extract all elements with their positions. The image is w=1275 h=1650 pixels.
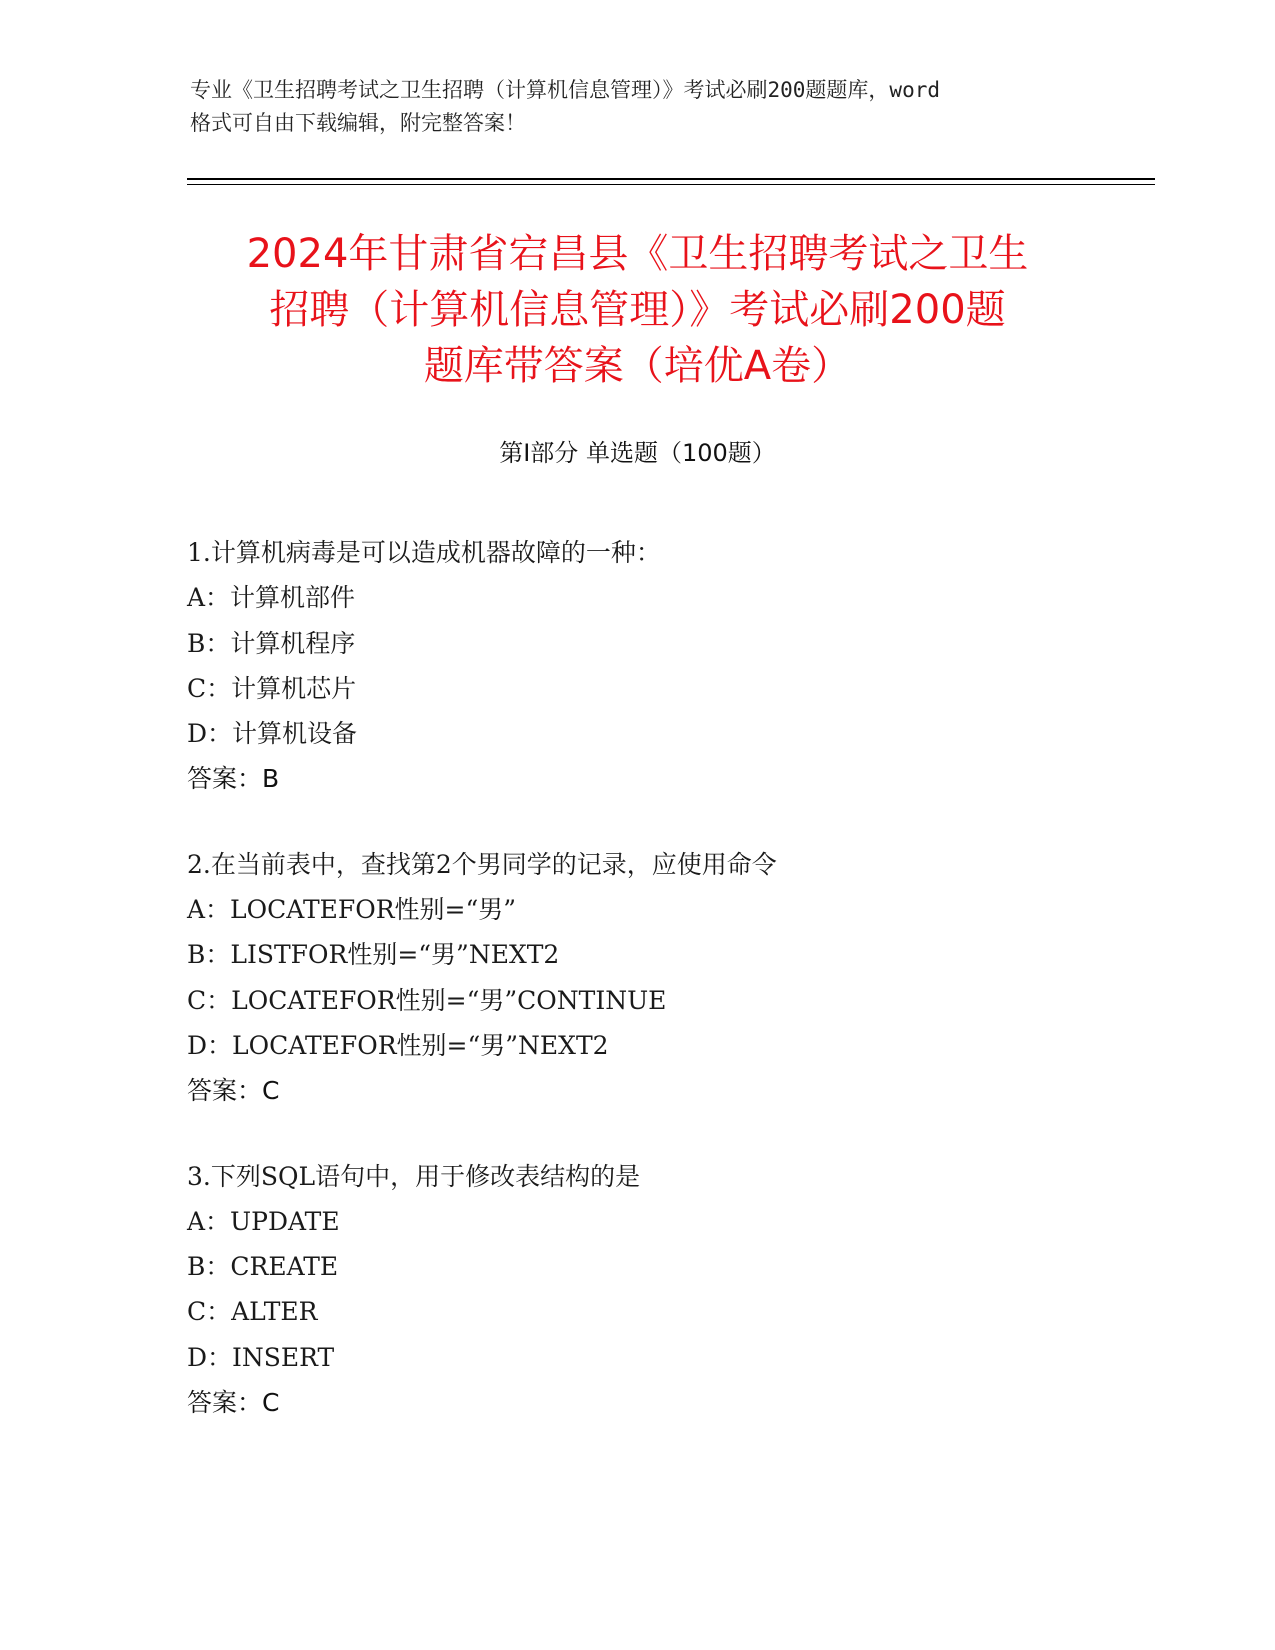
title-line-3: 题库带答案（培优A卷）	[423, 343, 852, 389]
title-line-1: 2024年甘肃省宕昌县《卫生招聘考试之卫生	[246, 231, 1029, 277]
header-note-line-2: 格式可自由下载编辑，附完整答案！	[190, 111, 526, 135]
question-1	[187, 530, 1137, 802]
option-a: A：计算机部件	[187, 583, 356, 613]
title-line-2: 招聘（计算机信息管理）》考试必刷200题	[269, 287, 1006, 333]
option-d: D：LOCATEFOR性别=“男”NEXT2	[187, 1030, 609, 1060]
option-c: C：ALTER	[187, 1297, 318, 1327]
option-d: D：计算机设备	[187, 719, 358, 749]
option-c: C：计算机芯片	[187, 673, 357, 703]
section-heading: 第Ⅰ部分 单选题（100题）	[499, 439, 776, 467]
option-c: C：LOCATEFOR性别=“男”CONTINUE	[187, 985, 667, 1015]
question-stem: 1.计算机病毒是可以造成机器故障的一种：	[187, 538, 661, 567]
question-2	[187, 842, 1137, 1114]
header-note	[190, 74, 1090, 140]
question-list	[187, 530, 1137, 1465]
option-a: A：LOCATEFOR性别=“男”	[187, 895, 517, 925]
answer-line: 答案：C	[187, 1076, 280, 1106]
option-b: B：CREATE	[187, 1252, 339, 1282]
header-rule-thin	[187, 184, 1155, 185]
question-3	[187, 1154, 1137, 1426]
option-b: B：计算机程序	[187, 628, 356, 658]
header-note-line-1: 专业《卫生招聘考试之卫生招聘（计算机信息管理）》考试必刷200题题库，word	[190, 78, 940, 102]
option-a: A：UPDATE	[187, 1206, 340, 1236]
question-stem: 2.在当前表中，查找第2个男同学的记录，应使用命令	[187, 849, 777, 879]
option-b: B：LISTFOR性别=“男”NEXT2	[187, 940, 560, 970]
option-d: D：INSERT	[187, 1342, 335, 1372]
question-stem: 3.下列SQL语句中，用于修改表结构的是	[187, 1161, 641, 1191]
header-rule-thick	[187, 178, 1155, 180]
answer-line: 答案：C	[187, 1388, 280, 1418]
answer-line: 答案：B	[187, 764, 280, 794]
document-title	[150, 226, 1125, 394]
